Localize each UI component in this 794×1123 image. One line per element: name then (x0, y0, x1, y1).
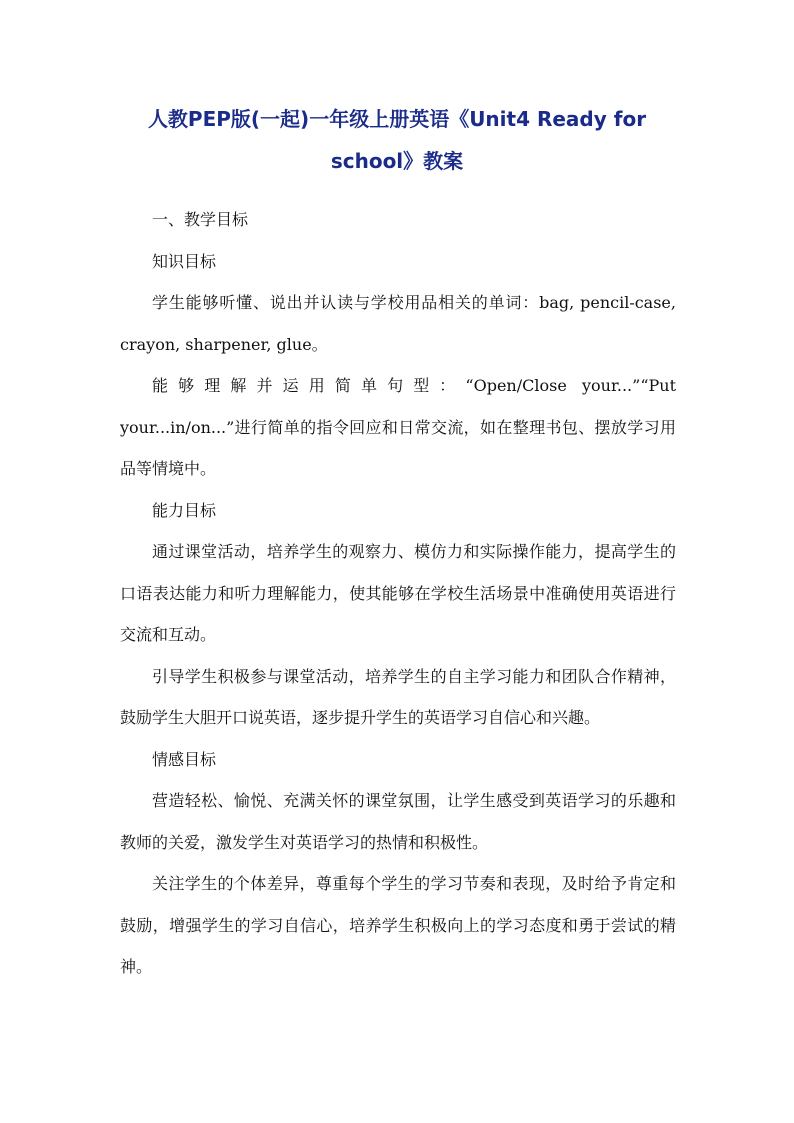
subheading-knowledge: 知识目标 (152, 251, 217, 271)
subheading-ability: 能力目标 (152, 500, 217, 520)
paragraph-ability-2: 引导学生积极参与课堂活动，培养学生的自主学习能力和团队合作精神，鼓励学生大胆开口说英语，逐步提升学生的英语学习自信心和兴趣。 (120, 666, 676, 727)
paragraph-emotion-1: 营造轻松、愉悦、充满关怀的课堂氛围，让学生感受到英语学习的乐趣和教师的关爱，激发学生对英语学习的热情和积极性。 (120, 791, 676, 852)
paragraph-sentence-patterns: 能够理解并运用简单句型：“Open/Close your...”“Put your...in/on...”进行简单的指令回应和日常交流，如在整理书包、摆放学习用品等情境中。 (120, 376, 676, 478)
section-heading-objectives: 一、教学目标 (152, 210, 249, 229)
paragraph-emotion-2: 关注学生的个体差异，尊重每个学生的学习节奏和表现，及时给予肯定和鼓励，增强学生的学习自信心，培养学生积极向上的学习态度和勇于尝试的精神。 (120, 874, 676, 976)
paragraph-ability-1: 通过课堂活动，培养学生的观察力、模仿力和实际操作能力，提高学生的口语表达能力和听力理解能力，使其能够在学校生活场景中准确使用英语进行交流和互动。 (120, 542, 676, 644)
paragraph-vocabulary: 学生能够听懂、说出并认读与学校用品相关的单词：bag, pencil-case, crayon, sharpener, glue。 (120, 293, 676, 354)
document-body (120, 199, 676, 988)
subheading-emotion: 情感目标 (152, 749, 217, 769)
document-title: 人教PEP版(一起)一年级上册英语《Unit4 Ready for school》教案 (147, 107, 647, 173)
